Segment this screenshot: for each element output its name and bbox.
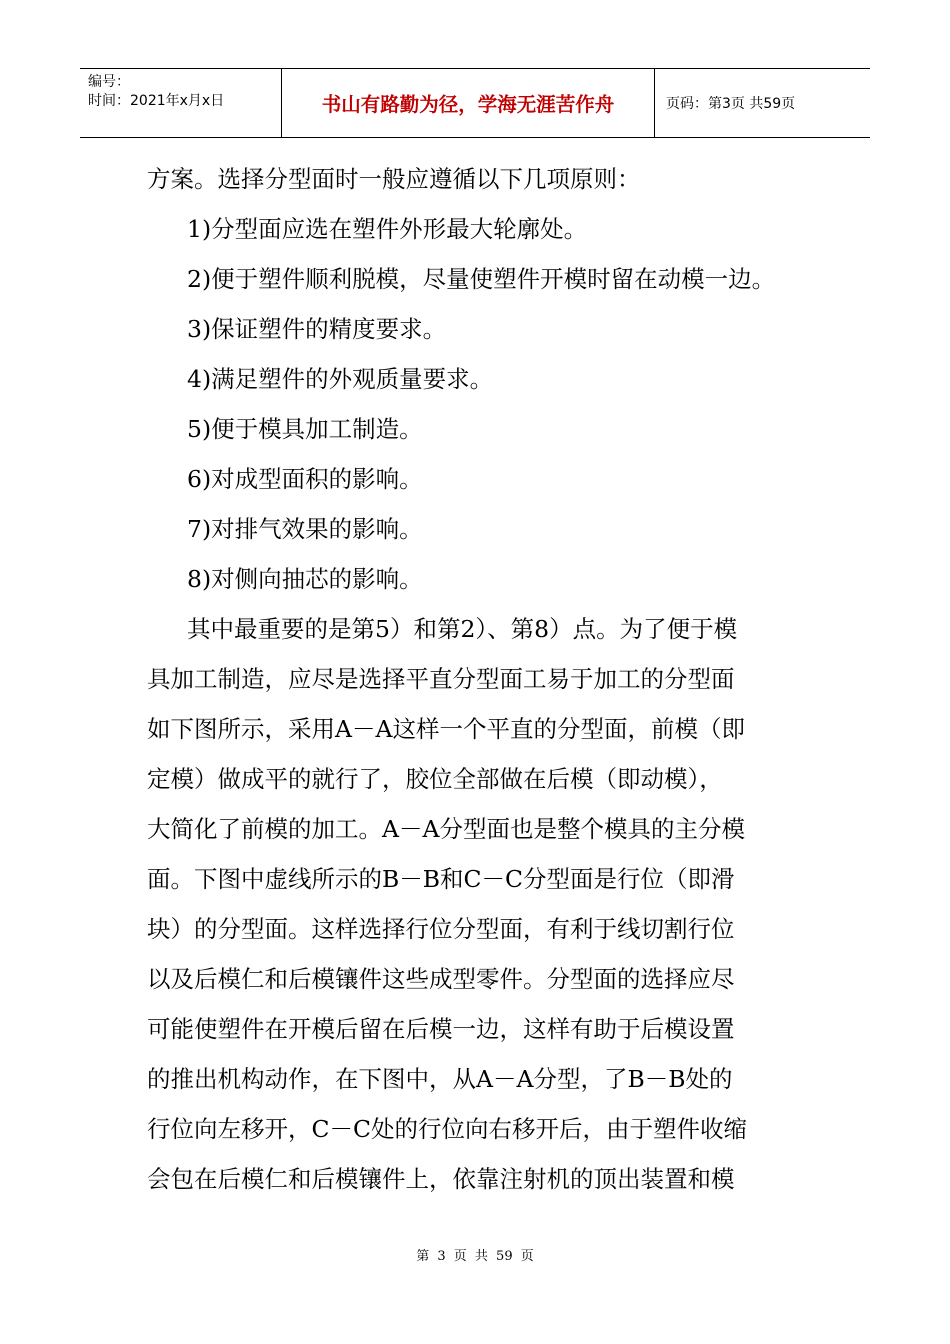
paragraph-line: 行位向左移开，C－C处的行位向右移开后，由于塑件收缩: [147, 1115, 747, 1143]
document-date-label: 时间：2021年x月x日: [88, 93, 225, 109]
header-meta-cell: [80, 69, 282, 137]
page-footer: 第 3 页 共 59 页: [416, 1249, 534, 1264]
paragraph-line: 定模）做成平的就行了，胶位全部做在后模（即动模），: [147, 765, 723, 793]
header-table: [80, 68, 870, 138]
document-number-label: 编号：: [88, 74, 130, 90]
principle-item: 1)分型面应选在塑件外形最大轮廓处。: [187, 215, 588, 243]
principle-item: 7)对排气效果的影响。: [187, 515, 423, 543]
principle-item: 2)便于塑件顺利脱模，尽量使塑件开模时留在动模一边。: [187, 265, 776, 293]
paragraph-line: 如下图所示，采用A－A这样一个平直的分型面，前模（即: [147, 715, 745, 743]
principle-item: 3)保证塑件的精度要求。: [187, 315, 447, 343]
paragraph-line: 方案。选择分型面时一般应遵循以下几项原则：: [147, 165, 641, 193]
paragraph-line: 其中最重要的是第5）和第2）、第8）点。为了便于模: [187, 615, 738, 643]
paragraph-line: 面。下图中虚线所示的B－B和C－C分型面是行位（即滑: [147, 865, 735, 893]
paragraph-line: 以及后模仁和后模镶件这些成型零件。分型面的选择应尽: [147, 965, 735, 993]
paragraph-line: 会包在后模仁和后模镶件上，依靠注射机的顶出装置和模: [147, 1165, 735, 1193]
principle-item: 5)便于模具加工制造。: [187, 415, 423, 443]
principle-item: 6)对成型面积的影响。: [187, 465, 423, 493]
header-page-info: 页码：第3页 共59页: [666, 96, 796, 112]
paragraph-line: 具加工制造，应尽是选择平直分型面工易于加工的分型面: [147, 665, 735, 693]
paragraph-line: 大简化了前模的加工。A－A分型面也是整个模具的主分模: [147, 815, 745, 843]
header-motto: 书山有路勤为径，学海无涯苦作舟: [282, 69, 655, 137]
principle-item: 4)满足塑件的外观质量要求。: [187, 365, 494, 393]
paragraph-line: 可能使塑件在开模后留在后模一边，这样有助于后模设置: [147, 1015, 735, 1043]
paragraph-line: 的推出机构动作，在下图中，从A－A分型，了B－B处的: [147, 1065, 733, 1093]
principle-item: 8)对侧向抽芯的影响。: [187, 565, 423, 593]
paragraph-line: 块）的分型面。这样选择行位分型面，有利于线切割行位: [147, 915, 735, 943]
